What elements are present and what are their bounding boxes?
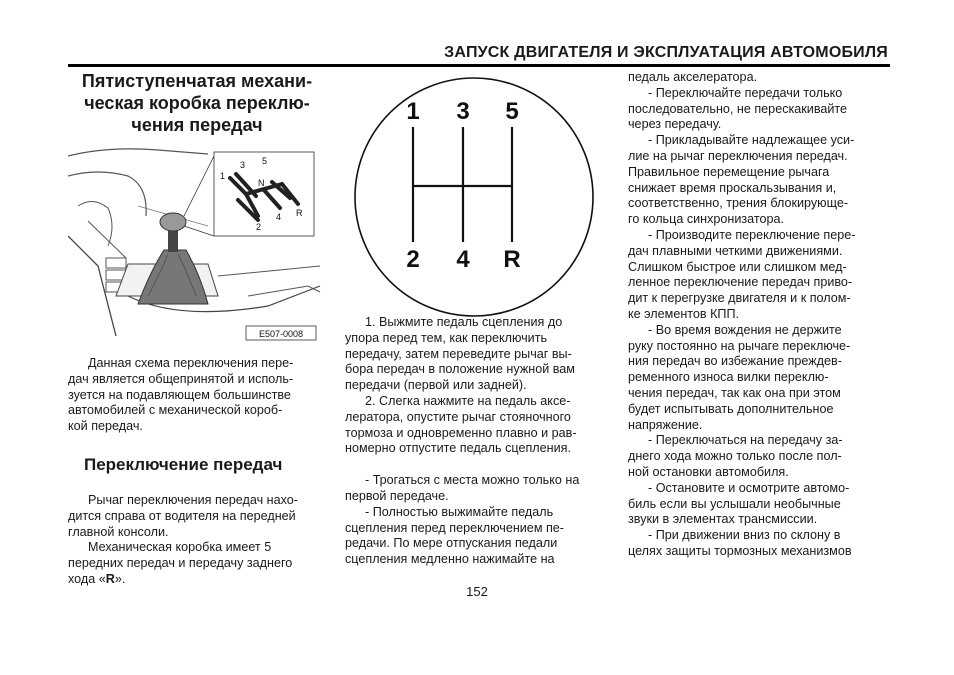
subsection-title: Переключение передач <box>84 454 283 474</box>
force-paragraph: - Прикладывайте надлежащее уси- лие на рычаг переключения передач. Правильное перемещение рычага снижает время проскальзывания и, соответственно, трения блокирующе- го кольца синхронизатора. <box>628 133 855 227</box>
figure-code: E507-0008 <box>258 329 304 339</box>
reverse-paragraph: - Переключаться на передачу за- днего хода можно только после пол- ной остановки автомобиля. <box>628 433 843 479</box>
page-number: 152 <box>466 584 488 599</box>
gear-lever-photo <box>68 146 322 344</box>
downhill-paragraph: - При движении вниз по склону в целях защиты тормозных механизмов <box>628 528 852 558</box>
gear-label-5: 5 <box>505 98 519 125</box>
inset-label-4: 4 <box>276 212 282 222</box>
gear-label-3: 3 <box>456 98 470 125</box>
header-rule <box>68 64 890 67</box>
gear-label-1: 1 <box>406 98 420 125</box>
middle-column <box>345 315 607 568</box>
inset-label-3: 3 <box>240 160 246 170</box>
inset-label-1: 1 <box>220 171 226 181</box>
shift-pattern-diagram <box>345 77 603 317</box>
intro-paragraph: Данная схема переключения пере- дач является общепринятой и исполь- зуется на подавляющем большинстве автомобилей с механической короб- кой передач. <box>68 356 294 434</box>
running-header: ЗАПУСК ДВИГАТЕЛЯ И ЭКСПЛУАТАЦИЯ АВТОМОБИЛЯ <box>444 44 888 61</box>
clutch-paragraph: - Полностью выжимайте педаль сцепления перед переключением пе- редачи. По мере отпускания педали сцепления медленно нажимайте на <box>345 504 564 567</box>
inset-label-N: N <box>258 178 265 188</box>
gear-label-2: 2 <box>406 246 420 273</box>
inset-label-2: 2 <box>256 222 262 232</box>
start-first-gear-paragraph: - Трогаться с места можно только на первой передаче. <box>345 473 580 503</box>
gear-label-4: 4 <box>456 246 470 273</box>
inset-label-5: 5 <box>262 156 268 166</box>
gear-count-text: Механическая коробка имеет 5 передних передач и передачу заднего хода « <box>68 540 293 586</box>
left-column <box>68 70 326 136</box>
section-title: Пятиступенчатая механи- ческая коробка переклю- чения передач <box>81 71 313 135</box>
inset-label-R: R <box>296 208 303 218</box>
reverse-letter: R <box>105 571 115 586</box>
gear-count-end: ». <box>114 571 126 586</box>
step-1-paragraph: 1. Выжмите педаль сцепления до упора перед тем, как переключить передачу, затем переведите рычаг вы- бора передач в положение нужной вам передачи (первой или задней). <box>345 315 575 393</box>
hand-on-lever-paragraph: - Во время вождения не держите руку постоянно на рычаге переключе- ния передач во избежание преждев- ременного износа вилки переклю- чения передач, так как она при этом будет испытывать дополнительное напряжение. <box>628 322 851 432</box>
gear-count-paragraph <box>68 540 326 587</box>
gear-label-R: R <box>503 246 521 273</box>
left-column-text <box>68 356 326 588</box>
sequential-shift-paragraph: - Переключайте передачи только последовательно, не перескакивайте через передачу. <box>628 85 848 132</box>
right-column <box>628 70 888 560</box>
lever-location-paragraph: Рычаг переключения передач нахо- дится справа от водителя на передней главной консоли. <box>68 492 298 539</box>
step-2-paragraph: 2. Слегка нажмите на педаль аксе- лератора, опустите рычаг стояночного тормоза и одновременно плавно и рав- номерно отпустите педаль сцепления. <box>345 393 577 456</box>
smooth-shift-paragraph: - Производите переключение пере- дач плавными четкими движениями. Слишком быстрое или слишком мед- ленное переключение передач приво- дит к перегрузке двигателя и к полом- ке элементов КПП. <box>628 227 856 321</box>
right-continuation: педаль акселератора. <box>628 70 758 84</box>
noise-paragraph: - Остановите и осмотрите автомо- биль если вы услышали необычные звуки в элементах трансмиссии. <box>628 480 850 527</box>
